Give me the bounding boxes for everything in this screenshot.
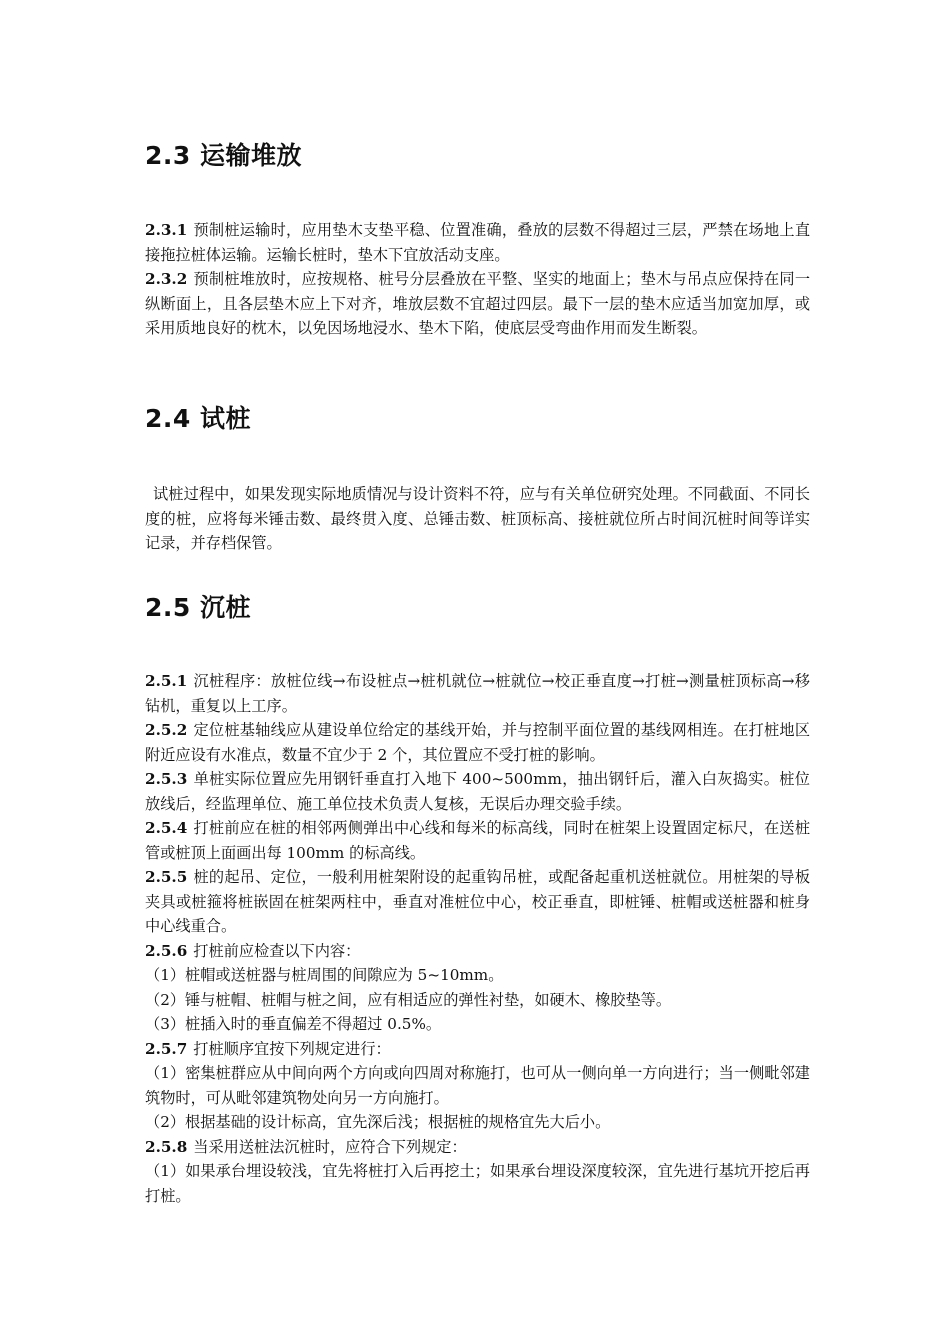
clause-text: 沉桩程序：放桩位线→布设桩点→桩机就位→桩就位→校正垂直度→打桩→测量桩顶标高→移钻机，重复以上工序。: [145, 672, 810, 715]
clause-number: 2.5.6: [145, 941, 188, 960]
clause-number: 2.5.5: [145, 868, 188, 886]
section-body-2-3: [145, 218, 810, 341]
section-heading-2-4: 2.4 试桩: [145, 404, 251, 433]
clause-text: 打桩前应检查以下内容：: [193, 941, 361, 960]
clause-text: 打桩顺序宜按下列规定进行：: [193, 1039, 391, 1058]
section-heading-2-5: 2.5 沉桩: [145, 593, 251, 622]
clause-number: 2.3.2: [145, 270, 188, 288]
clause-text: 桩的起吊、定位，一般利用桩架附设的起重钩吊桩，或配备起重机送桩就位。用桩架的导板夹具或桩箍将桩嵌固在桩架两柱中，垂直对准桩位中心，校正垂直，即桩锤、桩帽或送桩器和桩身中心线重合。: [145, 868, 810, 935]
clause-text: 打桩前应在桩的相邻两侧弹出中心线和每米的标高线，同时在桩架上设置固定标尺，在送桩管或桩顶上面画出每 100mm 的标高线。: [145, 819, 810, 862]
paragraph: [145, 1037, 810, 1062]
clause-text: 定位桩基轴线应从建设单位给定的基线开始，并与控制平面位置的基线网相连。在打桩地区附近应设有水准点，数量不宜少于 2 个，其位置应不受打桩的影响。: [145, 721, 810, 764]
paragraph: 试桩过程中，如果发现实际地质情况与设计资料不符，应与有关单位研究处理。不同截面、不同长度的桩，应将每米锤击数、最终贯入度、总锤击数、桩顶标高、接桩就位所占时间沉桩时间等详实记录，并存档保管。: [145, 485, 810, 552]
section-body-2-4: [145, 482, 810, 556]
clause-number: 2.5.7: [145, 1039, 188, 1058]
clause-number: 2.3.1: [145, 221, 188, 239]
paragraph: [145, 267, 810, 341]
list-item: （1）密集桩群应从中间向两个方向或向四周对称施打，也可从一侧向单一方向进行；当一侧毗邻建筑物时，可从毗邻建筑物处向另一方向施打。: [145, 1064, 810, 1107]
clause-number: 2.5.4: [145, 819, 188, 837]
paragraph: [145, 1135, 810, 1160]
section-body-2-5: [145, 669, 810, 1208]
list-item: （2）根据基础的设计标高，宜先深后浅；根据桩的规格宜先大后小。: [145, 1113, 611, 1131]
clause-text: 单桩实际位置应先用钢钎垂直打入地下 400~500mm，抽出钢钎后，灌入白灰捣实。桩位放线后，经监理单位、施工单位技术负责人复核，无误后办理交验手续。: [145, 770, 810, 813]
paragraph: [145, 865, 810, 939]
paragraph: [145, 718, 810, 767]
paragraph: [145, 816, 810, 865]
paragraph: [145, 218, 810, 267]
clause-text: 预制桩堆放时，应按规格、桩号分层叠放在平整、坚实的地面上；垫木与吊点应保持在同一纵断面上，且各层垫木应上下对齐，堆放层数不宜超过四层。最下一层的垫木应适当加宽加厚，或采用质地良好的枕木，以免因场地浸水、垫木下陷，使底层受弯曲作用而发生断裂。: [145, 270, 810, 337]
paragraph: [145, 767, 810, 816]
list-item: （2）锤与桩帽、桩帽与桩之间，应有相适应的弹性衬垫，如硬木、橡胶垫等。: [145, 990, 672, 1009]
section-heading-2-3: 2.3 运输堆放: [145, 141, 302, 170]
paragraph: [145, 669, 810, 718]
clause-number: 2.5.1: [145, 672, 188, 690]
list-item: （1）桩帽或送桩器与桩周围的间隙应为 5~10mm。: [145, 966, 504, 984]
clause-number: 2.5.3: [145, 770, 188, 788]
clause-number: 2.5.8: [145, 1137, 188, 1156]
clause-text: 当采用送桩法沉桩时，应符合下列规定：: [193, 1137, 467, 1156]
list-item: （3）桩插入时的垂直偏差不得超过 0.5%。: [145, 1015, 442, 1033]
paragraph: [145, 939, 810, 964]
clause-number: 2.5.2: [145, 721, 188, 739]
list-item: （1）如果承台埋设较浅，宜先将桩打入后再挖土；如果承台埋设深度较深，宜先进行基坑开挖后再打桩。: [145, 1162, 810, 1205]
clause-text: 预制桩运输时，应用垫木支垫平稳、位置准确，叠放的层数不得超过三层，严禁在场地上直接拖拉桩体运输。运输长桩时，垫木下宜放活动支座。: [145, 221, 810, 264]
